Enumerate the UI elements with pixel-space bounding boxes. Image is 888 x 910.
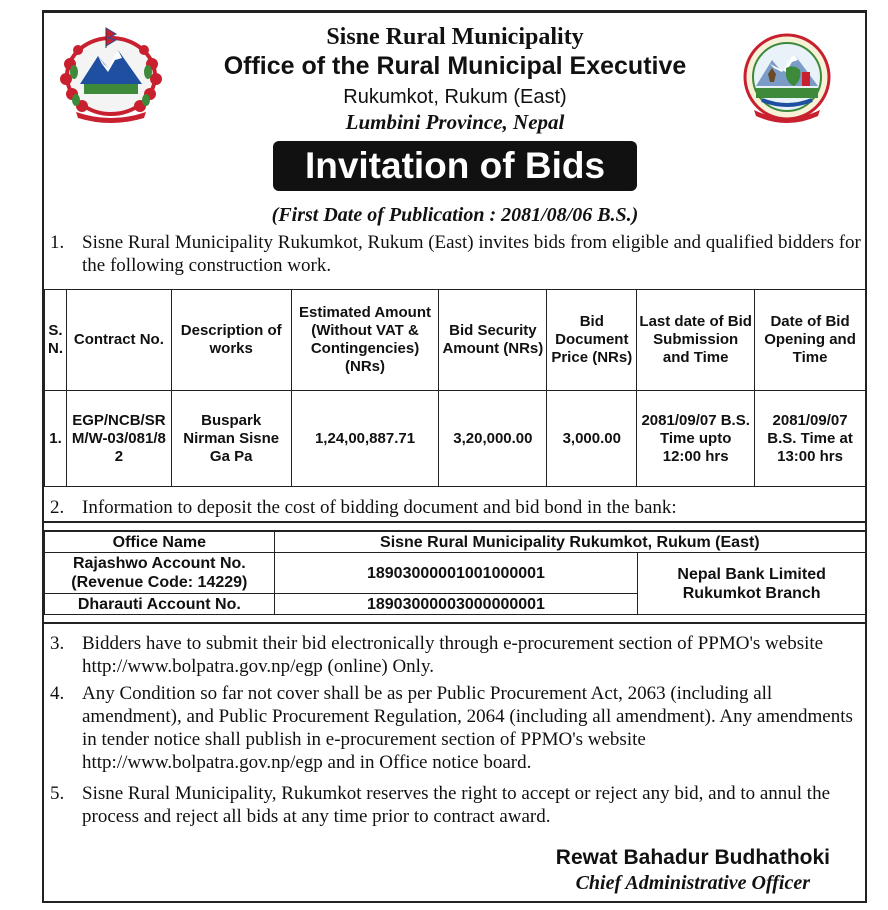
rajashwo-account-value: 18903000001001000001 (274, 553, 638, 594)
invitation-banner: Invitation of Bids (273, 141, 637, 191)
table-row (45, 531, 866, 553)
header-estimated-amount: Estimated Amount (Without VAT & Contingencies) (NRs) (291, 290, 439, 391)
province-name: Lumbini Province, Nepal (345, 110, 565, 134)
bank-account-table (44, 530, 866, 615)
office-name-value: Sisne Rural Municipality Rukumkot, Rukum (East) (274, 531, 865, 553)
paragraph-4 (50, 682, 865, 774)
paragraph-2 (50, 496, 865, 519)
cell-contract-no: EGP/NCB/SRM/W-03/081/82 (66, 391, 171, 487)
header-contract-no: Contract No. (66, 290, 171, 391)
paragraph-text: Bidders have to submit their bid electronically through e-procurement section of PPMO's website http://www.bolpatra.gov.np/egp (online) Only. (82, 633, 824, 677)
section-divider (44, 622, 866, 624)
header-submission-date: Last date of Bid Submission and Time (637, 290, 755, 391)
cell-description: Buspark Nirman Sisne Ga Pa (171, 391, 291, 487)
office-name-label: Office Name (45, 531, 275, 553)
table-row (45, 391, 866, 487)
dharauti-account-label: Dharauti Account No. (45, 594, 275, 615)
cell-submission-date: 2081/09/07 B.S. Time upto 12:00 hrs (637, 391, 755, 487)
signatory-title: Chief Administrative Officer (575, 872, 810, 894)
office-address: Rukumkot, Rukum (East) (343, 86, 567, 108)
paragraph-number: 2. (50, 497, 65, 518)
cell-document-price: 3,000.00 (547, 391, 637, 487)
paragraph-number: 3. (50, 633, 65, 654)
nepal-emblem-icon (58, 24, 164, 124)
bank-branch: Nepal Bank Limited Rukumkot Branch (638, 553, 866, 615)
rajashwo-account-label: Rajashwo Account No. (Revenue Code: 14229) (45, 553, 275, 594)
section-divider (44, 521, 866, 523)
header-sn: S. N. (45, 290, 67, 391)
bid-table (44, 289, 866, 487)
municipality-logo-icon (742, 30, 832, 124)
cell-estimated-amount: 1,24,00,887.71 (291, 391, 439, 487)
paragraph-number: 1. (50, 232, 65, 253)
paragraph-text: Any Condition so far not cover shall be as per Public Procurement Act, 2063 (including all amendment), and Public Procurement Regulation, 2064 (including all amendment). Any amendments in tender notice shall publish in e-procurement section of PPMO's website http://www.bolpatra.gov.np/egp and in Office notice board. (82, 683, 853, 773)
header-document-price: Bid Document Price (NRs) (547, 290, 637, 391)
paragraph-5 (50, 782, 865, 828)
paragraph-3 (50, 632, 865, 678)
municipality-name: Sisne Rural Municipality (326, 24, 584, 50)
publication-date: (First Date of Publication : 2081/08/06 B.S.) (271, 204, 639, 226)
header-description: Description of works (171, 290, 291, 391)
dharauti-account-value: 18903000003000000001 (274, 594, 638, 615)
cell-bid-security: 3,20,000.00 (439, 391, 547, 487)
header-opening-date: Date of Bid Opening and Time (755, 290, 866, 391)
paragraph-number: 5. (50, 783, 65, 804)
office-name: Office of the Rural Municipal Executive (223, 52, 687, 80)
paragraph-number: 4. (50, 683, 65, 704)
paragraph-text: Sisne Rural Municipality, Rukumkot reserves the right to accept or reject any bid, and to annul the process and reject all bids at any time prior to contract award. (82, 783, 831, 827)
paragraph-text: Sisne Rural Municipality Rukumkot, Rukum (East) invites bids from eligible and qualified bidders for the following construction work. (82, 232, 861, 276)
cell-opening-date: 2081/09/07 B.S. Time at 13:00 hrs (755, 391, 866, 487)
paragraph-text: Information to deposit the cost of bidding document and bid bond in the bank: (82, 497, 677, 518)
bid-table-header-row (45, 290, 866, 391)
cell-sn: 1. (45, 391, 67, 487)
header-bid-security: Bid Security Amount (NRs) (439, 290, 547, 391)
signatory-name: Rewat Bahadur Budhathoki (555, 846, 830, 869)
paragraph-1 (50, 231, 865, 277)
table-row (45, 553, 866, 594)
